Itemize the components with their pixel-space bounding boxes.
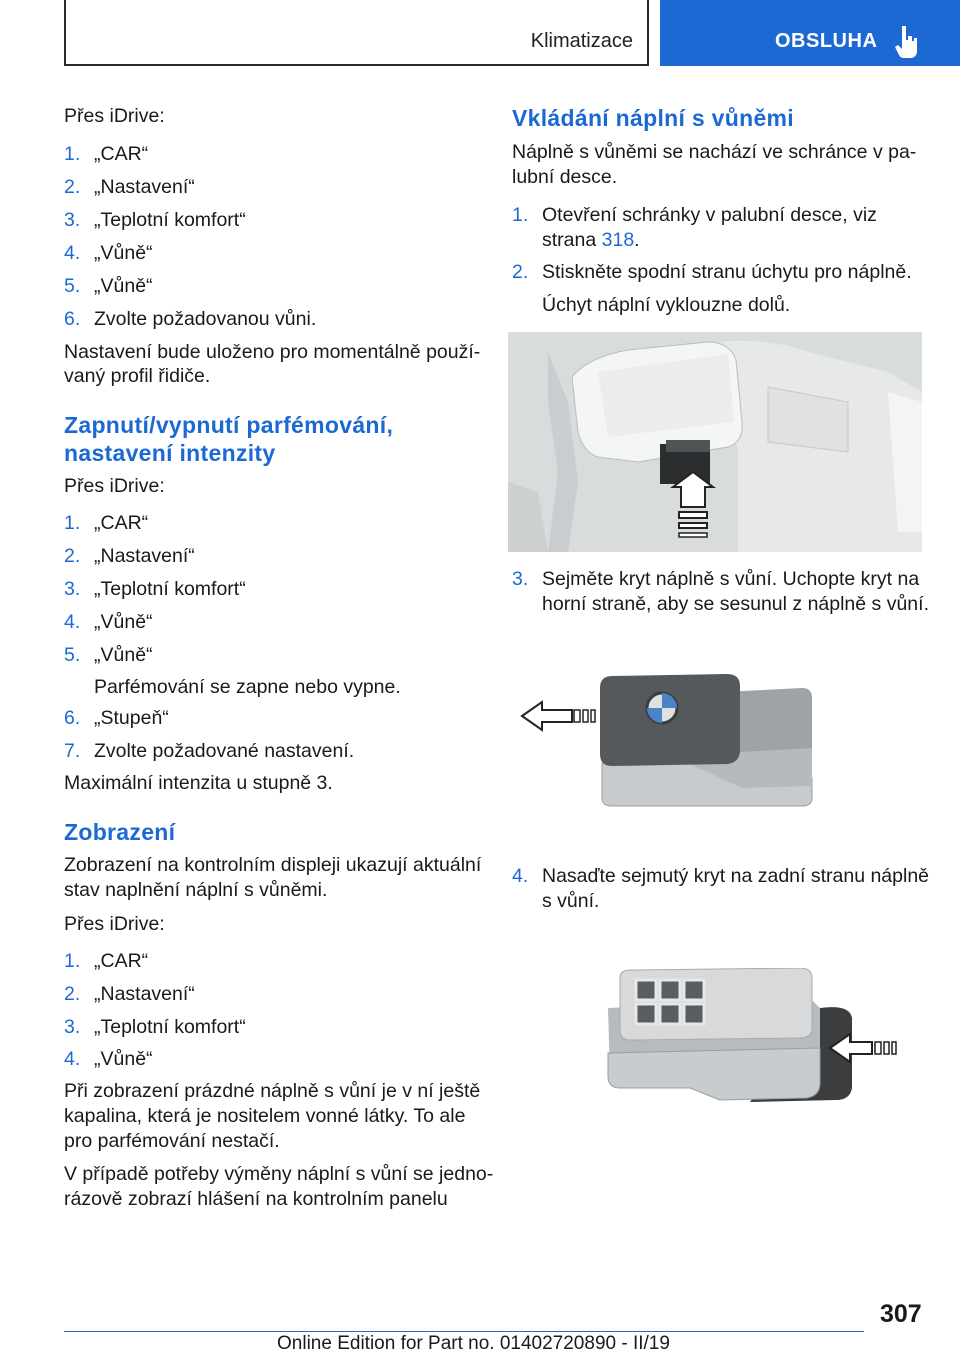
list-text: „Nastavení“ [94,545,195,567]
intro-text: Přes iDrive: [64,913,165,935]
section-heading: Zapnutí/vypnutí parfémování, [64,412,394,438]
list-number: 5. [64,275,81,297]
list-text: „Nastavení“ [94,176,195,198]
list-text: „CAR“ [94,143,149,165]
list-text: Nasaďte sejmutý kryt na zadní stranu náplně [542,865,930,887]
list-text: Zvolte požadovanou vůni. [94,308,317,330]
header-section-tab[interactable] [660,0,960,66]
list-text: „Nastavení“ [94,983,195,1005]
list-text: „Vůně“ [94,275,153,297]
paragraph-line: Při zobrazení prázdné náplně s vůní je v ní ještě [64,1080,481,1102]
list-text: Zvolte požadované nastavení. [94,740,355,762]
list-number: 3. [64,1016,81,1038]
list-note: Úchyt náplní vyklouzne dolů. [542,294,791,316]
list-note: Parfémování se zapne nebo vypne. [94,676,401,698]
glovebox-illustration [508,332,922,552]
paragraph-line: vaný profil řidiče. [64,365,211,387]
list-number: 1. [512,204,529,226]
list-number: 2. [64,545,81,567]
list-number: 6. [64,308,81,330]
section-heading: Zobrazení [64,819,176,845]
paragraph-line: Maximální intenzita u stupně 3. [64,772,333,794]
paragraph-line: pro parfémování nestačí. [64,1130,280,1152]
list-text: „Vůně“ [94,644,153,666]
cartridge-cover-attach-illustration [600,968,912,1113]
paragraph-line: Náplně s vůněmi se nachází ve schránce v pa- [512,141,917,163]
list-text: „Stupeň“ [94,707,169,729]
paragraph-line: lubní desce. [512,166,618,188]
pointing-hand-icon [894,24,920,58]
paragraph-line: stav naplnění náplní s vůněmi. [64,879,328,901]
list-text: „Vůně“ [94,611,153,633]
list-number: 2. [512,261,529,283]
intro-text: Přes iDrive: [64,475,165,497]
page-number: 307 [880,1300,922,1328]
list-text: Stiskněte spodní stranu úchytu pro náplně. [542,261,912,283]
list-number: 6. [64,707,81,729]
list-text-continued: s vůní. [542,890,600,912]
list-number: 3. [64,578,81,600]
list-number: 1. [64,143,81,165]
footer-divider [64,1331,864,1332]
list-text: Otevření schránky v palubní desce, viz [542,204,877,226]
list-text: „Vůně“ [94,1048,153,1070]
edition-footer: Online Edition for Part no. 01402720890 - II/19 [277,1333,670,1354]
list-number: 1. [64,512,81,534]
paragraph-line: Zobrazení na kontrolním displeji ukazují aktuální [64,854,482,876]
list-text-continued: horní straně, aby se sesunul z náplně s vůní. [542,593,929,615]
header-chapter-box [64,0,649,66]
chapter-title: Klimatizace [530,30,633,52]
list-number: 4. [64,242,81,264]
list-text: „Vůně“ [94,242,153,264]
list-number: 1. [64,950,81,972]
list-text: „Teplotní komfort“ [94,1016,246,1038]
section-title: OBSLUHA [775,30,878,52]
list-number: 2. [64,176,81,198]
list-text: „Teplotní komfort“ [94,578,246,600]
paragraph-line: kapalina, která je nositelem vonné látky. To ale [64,1105,466,1127]
list-number: 3. [512,568,529,590]
list-number: 2. [64,983,81,1005]
list-text-continued: strana 318. [542,229,640,251]
list-number: 7. [64,740,81,762]
list-number: 4. [64,1048,81,1070]
paragraph-line: Nastavení bude uloženo pro momentálně použí- [64,341,481,363]
section-heading: nastavení intenzity [64,440,276,466]
list-text: „CAR“ [94,512,149,534]
paragraph-line: V případě potřeby výměny náplní s vůní se jedno- [64,1163,494,1185]
page-link-318[interactable]: 318 [601,229,635,251]
cartridge-cover-removal-illustration [512,668,922,813]
list-number: 5. [64,644,81,666]
list-number: 4. [512,865,529,887]
list-number: 4. [64,611,81,633]
intro-text: Přes iDrive: [64,105,165,127]
paragraph-line: rázově zobrazí hlášení na kontrolním panelu [64,1188,448,1210]
list-text: Sejměte kryt náplně s vůní. Uchopte kryt na [542,568,920,590]
section-heading: Vkládání náplní s vůněmi [512,105,794,131]
list-text: „CAR“ [94,950,149,972]
list-text: „Teplotní komfort“ [94,209,246,231]
list-number: 3. [64,209,81,231]
